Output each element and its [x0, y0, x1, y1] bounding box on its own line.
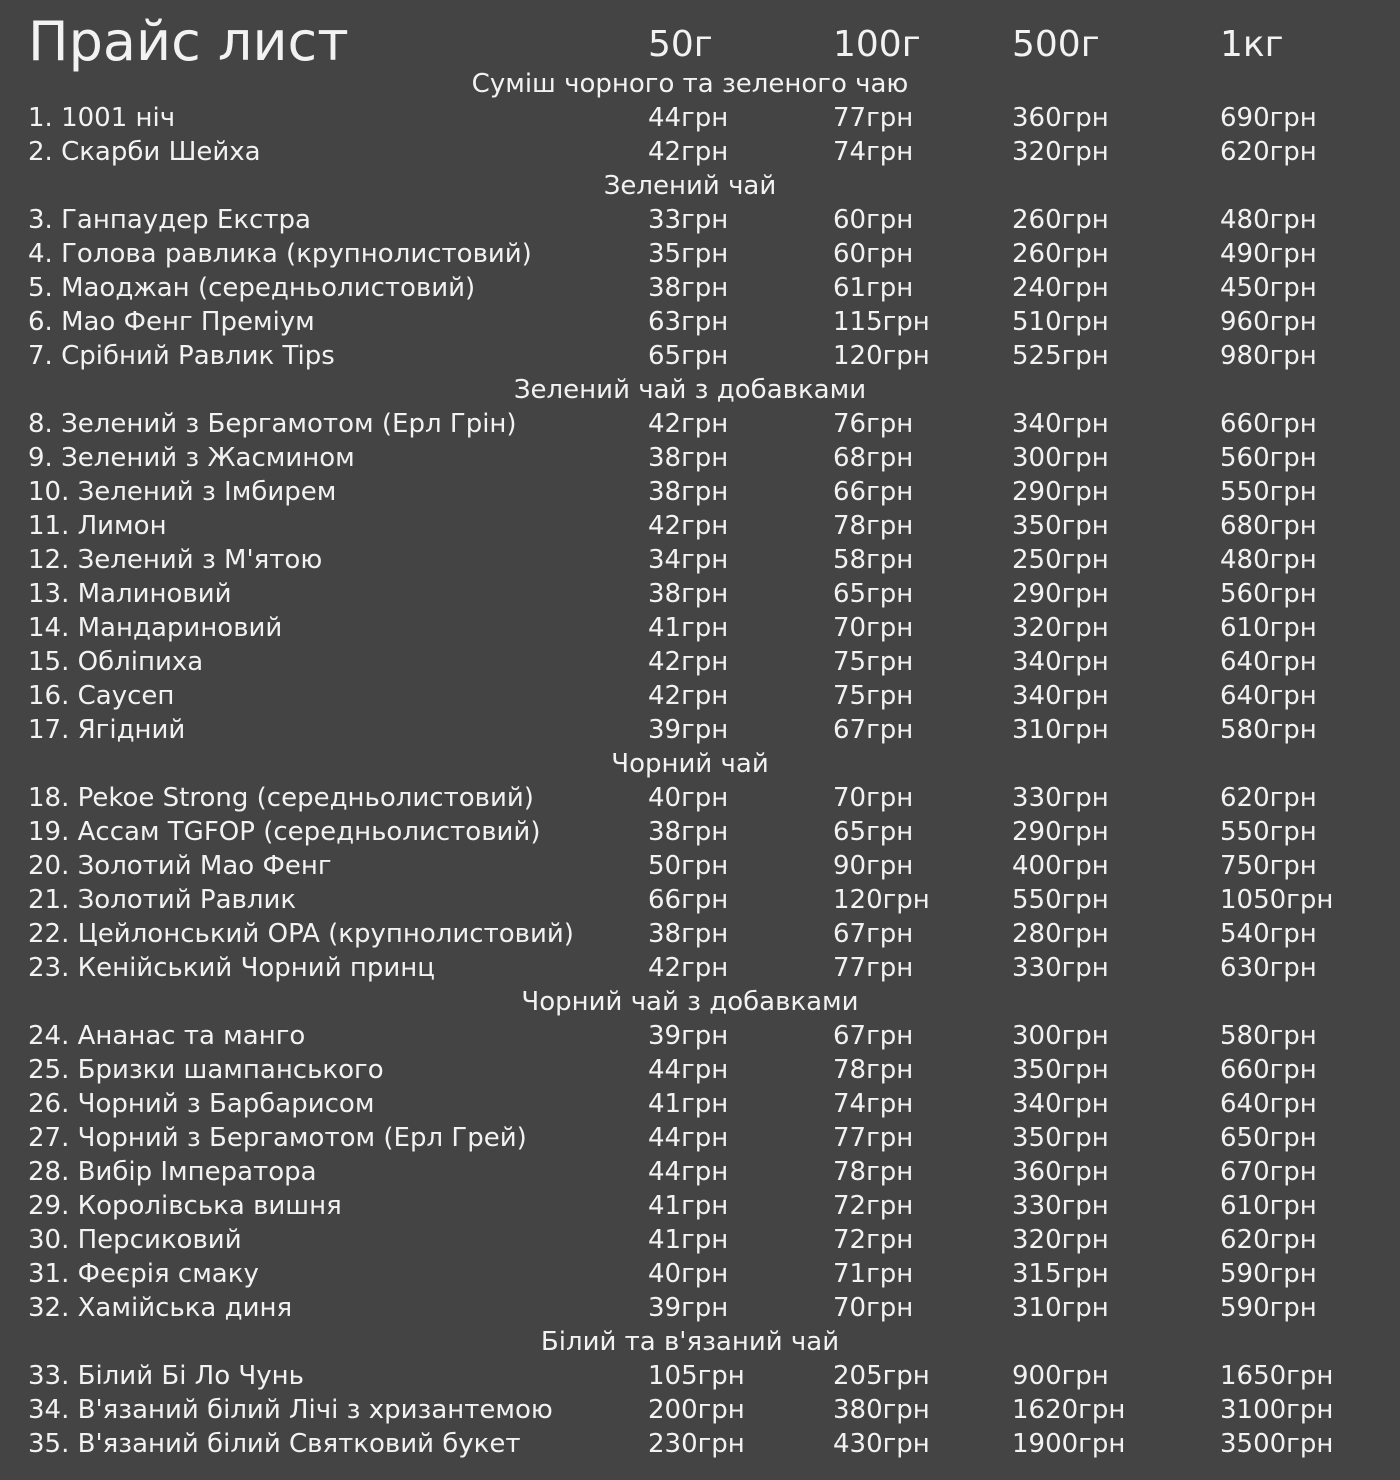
- price-1kg: 540грн: [1220, 919, 1317, 949]
- tea-name: 14. Мандариновий: [28, 613, 283, 643]
- price-50g: 39грн: [648, 1293, 729, 1323]
- price-50g: 38грн: [648, 817, 729, 847]
- price-row: [0, 1121, 1400, 1155]
- price-100g: 67грн: [833, 715, 914, 745]
- tea-name: 30. Персиковий: [28, 1225, 242, 1255]
- price-1kg: 590грн: [1220, 1293, 1317, 1323]
- price-50g: 41грн: [648, 1191, 729, 1221]
- tea-name: 32. Хамійська диня: [28, 1293, 293, 1323]
- price-100g: 60грн: [833, 239, 914, 269]
- price-1kg: 670грн: [1220, 1157, 1317, 1187]
- tea-name: 24. Ананас та манго: [28, 1021, 306, 1051]
- tea-name: 17. Ягідний: [28, 715, 186, 745]
- price-row: [0, 101, 1400, 135]
- price-row: [0, 135, 1400, 169]
- price-1kg: 450грн: [1220, 273, 1317, 303]
- price-500g: 320грн: [1012, 1225, 1109, 1255]
- tea-name: 13. Малиновий: [28, 579, 232, 609]
- price-row: [0, 815, 1400, 849]
- price-row: [0, 1257, 1400, 1291]
- price-500g: 315грн: [1012, 1259, 1109, 1289]
- price-row: [0, 543, 1400, 577]
- price-100g: 75грн: [833, 681, 914, 711]
- tea-name: 2. Скарби Шейха: [28, 137, 261, 167]
- price-100g: 74грн: [833, 137, 914, 167]
- tea-name: 8. Зелений з Бергамотом (Ерл Грін): [28, 409, 517, 439]
- price-row: [0, 1291, 1400, 1325]
- price-500g: 280грн: [1012, 919, 1109, 949]
- price-100g: 75грн: [833, 647, 914, 677]
- price-row: [0, 1019, 1400, 1053]
- price-50g: 39грн: [648, 1021, 729, 1051]
- tea-name: 4. Голова равлика (крупнолистовий): [28, 239, 532, 269]
- price-500g: 1900грн: [1012, 1429, 1126, 1459]
- price-1kg: 630грн: [1220, 953, 1317, 983]
- price-50g: 42грн: [648, 511, 729, 541]
- price-50g: 42грн: [648, 681, 729, 711]
- price-row: [0, 1359, 1400, 1393]
- price-row: [0, 475, 1400, 509]
- price-100g: 72грн: [833, 1225, 914, 1255]
- price-row: [0, 781, 1400, 815]
- price-50g: 40грн: [648, 783, 729, 813]
- tea-name: 12. Зелений з М'ятою: [28, 545, 323, 575]
- price-row: [0, 1155, 1400, 1189]
- price-100g: 68грн: [833, 443, 914, 473]
- price-row: [0, 203, 1400, 237]
- price-row: [0, 1053, 1400, 1087]
- price-1kg: 640грн: [1220, 647, 1317, 677]
- price-500g: 250грн: [1012, 545, 1109, 575]
- price-500g: 550грн: [1012, 885, 1109, 915]
- price-500g: 350грн: [1012, 1123, 1109, 1153]
- price-500g: 340грн: [1012, 1089, 1109, 1119]
- price-500g: 350грн: [1012, 511, 1109, 541]
- page-title: Прайс лист: [28, 10, 349, 73]
- tea-name: 1. 1001 ніч: [28, 103, 176, 133]
- price-row: [0, 1427, 1400, 1461]
- price-1kg: 640грн: [1220, 1089, 1317, 1119]
- price-1kg: 490грн: [1220, 239, 1317, 269]
- price-1kg: 560грн: [1220, 443, 1317, 473]
- price-100g: 77грн: [833, 953, 914, 983]
- price-100g: 120грн: [833, 341, 930, 371]
- price-100g: 430грн: [833, 1429, 930, 1459]
- price-50g: 38грн: [648, 579, 729, 609]
- price-100g: 72грн: [833, 1191, 914, 1221]
- price-1kg: 1050грн: [1220, 885, 1334, 915]
- tea-name: 10. Зелений з Імбирем: [28, 477, 337, 507]
- price-1kg: 610грн: [1220, 613, 1317, 643]
- price-row: [0, 645, 1400, 679]
- price-500g: 900грн: [1012, 1361, 1109, 1391]
- tea-name: 7. Срібний Равлик Tips: [28, 341, 335, 371]
- price-50g: 41грн: [648, 1089, 729, 1119]
- price-row: [0, 509, 1400, 543]
- price-500g: 290грн: [1012, 477, 1109, 507]
- price-1kg: 650грн: [1220, 1123, 1317, 1153]
- price-row: [0, 951, 1400, 985]
- column-header-500g: 500г: [1012, 24, 1100, 65]
- tea-name: 34. В'язаний білий Лічі з хризантемою: [28, 1395, 553, 1425]
- tea-name: 26. Чорний з Барбарисом: [28, 1089, 375, 1119]
- price-500g: 340грн: [1012, 409, 1109, 439]
- tea-name: 28. Вибір Імператора: [28, 1157, 317, 1187]
- tea-name: 25. Бризки шампанського: [28, 1055, 384, 1085]
- section-title: Суміш чорного та зеленого чаю: [471, 69, 909, 99]
- price-50g: 230грн: [648, 1429, 745, 1459]
- price-50g: 38грн: [648, 443, 729, 473]
- price-100g: 115грн: [833, 307, 930, 337]
- tea-name: 35. В'язаний білий Святковий букет: [28, 1429, 521, 1459]
- price-100g: 58грн: [833, 545, 914, 575]
- price-1kg: 580грн: [1220, 1021, 1317, 1051]
- tea-name: 33. Білий Бі Ло Чунь: [28, 1361, 304, 1391]
- price-500g: 340грн: [1012, 647, 1109, 677]
- section-title: Зелений чай: [603, 171, 777, 201]
- price-500g: 330грн: [1012, 783, 1109, 813]
- price-1kg: 3500грн: [1220, 1429, 1334, 1459]
- price-50g: 44грн: [648, 103, 729, 133]
- price-row: [0, 917, 1400, 951]
- price-1kg: 480грн: [1220, 545, 1317, 575]
- price-100g: 76грн: [833, 409, 914, 439]
- tea-name: 15. Обліпиха: [28, 647, 204, 677]
- column-header-50g: 50г: [648, 24, 713, 65]
- price-500g: 350грн: [1012, 1055, 1109, 1085]
- section-title: Білий та в'язаний чай: [540, 1327, 840, 1357]
- price-row: [0, 339, 1400, 373]
- tea-name: 5. Маоджан (середньолистовий): [28, 273, 476, 303]
- price-1kg: 550грн: [1220, 817, 1317, 847]
- price-50g: 41грн: [648, 1225, 729, 1255]
- price-100g: 66грн: [833, 477, 914, 507]
- price-1kg: 590грн: [1220, 1259, 1317, 1289]
- price-1kg: 640грн: [1220, 681, 1317, 711]
- price-1kg: 480грн: [1220, 205, 1317, 235]
- price-50g: 105грн: [648, 1361, 745, 1391]
- price-500g: 360грн: [1012, 103, 1109, 133]
- price-1kg: 3100грн: [1220, 1395, 1334, 1425]
- price-row: [0, 305, 1400, 339]
- tea-name: 27. Чорний з Бергамотом (Ерл Грей): [28, 1123, 527, 1153]
- price-500g: 330грн: [1012, 953, 1109, 983]
- price-100g: 70грн: [833, 1293, 914, 1323]
- price-100g: 70грн: [833, 613, 914, 643]
- price-50g: 44грн: [648, 1123, 729, 1153]
- price-1kg: 550грн: [1220, 477, 1317, 507]
- section-title: Чорний чай: [611, 749, 769, 779]
- price-1kg: 680грн: [1220, 511, 1317, 541]
- tea-name: 18. Pekoe Strong (середньолистовий): [28, 783, 534, 813]
- price-100g: 65грн: [833, 579, 914, 609]
- price-1kg: 690грн: [1220, 103, 1317, 133]
- tea-name: 29. Королівська вишня: [28, 1191, 342, 1221]
- price-list: [0, 67, 1400, 1461]
- price-500g: 320грн: [1012, 137, 1109, 167]
- price-100g: 70грн: [833, 783, 914, 813]
- price-row: [0, 271, 1400, 305]
- tea-name: 22. Цейлонський OPA (крупнолистовий): [28, 919, 574, 949]
- price-row: [0, 441, 1400, 475]
- price-100g: 120грн: [833, 885, 930, 915]
- price-100g: 60грн: [833, 205, 914, 235]
- price-100g: 77грн: [833, 1123, 914, 1153]
- price-row: [0, 1189, 1400, 1223]
- price-100g: 67грн: [833, 1021, 914, 1051]
- price-50g: 38грн: [648, 273, 729, 303]
- price-1kg: 580грн: [1220, 715, 1317, 745]
- price-50g: 38грн: [648, 477, 729, 507]
- price-100g: 78грн: [833, 511, 914, 541]
- price-1kg: 1650грн: [1220, 1361, 1334, 1391]
- column-header-1kg: 1кг: [1220, 24, 1284, 65]
- price-500g: 320грн: [1012, 613, 1109, 643]
- price-row: [0, 237, 1400, 271]
- price-50g: 38грн: [648, 919, 729, 949]
- price-100g: 77грн: [833, 103, 914, 133]
- price-500g: 525грн: [1012, 341, 1109, 371]
- price-500g: 510грн: [1012, 307, 1109, 337]
- price-100g: 61грн: [833, 273, 914, 303]
- price-1kg: 960грн: [1220, 307, 1317, 337]
- price-row: [0, 849, 1400, 883]
- price-500g: 1620грн: [1012, 1395, 1126, 1425]
- price-row: [0, 713, 1400, 747]
- price-50g: 44грн: [648, 1055, 729, 1085]
- price-500g: 300грн: [1012, 1021, 1109, 1051]
- price-1kg: 620грн: [1220, 137, 1317, 167]
- price-50g: 34грн: [648, 545, 729, 575]
- price-100g: 78грн: [833, 1055, 914, 1085]
- price-50g: 200грн: [648, 1395, 745, 1425]
- tea-name: 3. Ганпаудер Екстра: [28, 205, 311, 235]
- price-500g: 260грн: [1012, 239, 1109, 269]
- price-500g: 240грн: [1012, 273, 1109, 303]
- price-100g: 380грн: [833, 1395, 930, 1425]
- price-500g: 290грн: [1012, 579, 1109, 609]
- price-row: [0, 1393, 1400, 1427]
- price-500g: 310грн: [1012, 1293, 1109, 1323]
- tea-name: 19. Ассам TGFOP (середньолистовий): [28, 817, 541, 847]
- price-row: [0, 1223, 1400, 1257]
- section-title: Зелений чай з добавками: [513, 375, 867, 405]
- price-500g: 330грн: [1012, 1191, 1109, 1221]
- price-row: [0, 679, 1400, 713]
- price-500g: 340грн: [1012, 681, 1109, 711]
- price-1kg: 620грн: [1220, 1225, 1317, 1255]
- price-500g: 310грн: [1012, 715, 1109, 745]
- price-50g: 42грн: [648, 409, 729, 439]
- price-100g: 65грн: [833, 817, 914, 847]
- price-50g: 63грн: [648, 307, 729, 337]
- price-100g: 205грн: [833, 1361, 930, 1391]
- price-1kg: 560грн: [1220, 579, 1317, 609]
- price-50g: 50грн: [648, 851, 729, 881]
- tea-name: 31. Феєрія смаку: [28, 1259, 259, 1289]
- price-100g: 71грн: [833, 1259, 914, 1289]
- price-1kg: 750грн: [1220, 851, 1317, 881]
- price-row: [0, 883, 1400, 917]
- section-title: Чорний чай з добавками: [521, 987, 859, 1017]
- price-50g: 44грн: [648, 1157, 729, 1187]
- price-50g: 40грн: [648, 1259, 729, 1289]
- tea-name: 9. Зелений з Жасмином: [28, 443, 355, 473]
- price-1kg: 660грн: [1220, 409, 1317, 439]
- price-500g: 400грн: [1012, 851, 1109, 881]
- price-100g: 78грн: [833, 1157, 914, 1187]
- price-row: [0, 1087, 1400, 1121]
- price-50g: 41грн: [648, 613, 729, 643]
- tea-name: 21. Золотий Равлик: [28, 885, 297, 915]
- tea-name: 6. Мао Фенг Преміум: [28, 307, 315, 337]
- tea-name: 20. Золотий Мао Фенг: [28, 851, 332, 881]
- price-50g: 65грн: [648, 341, 729, 371]
- column-header-100g: 100г: [833, 24, 921, 65]
- price-50g: 35грн: [648, 239, 729, 269]
- price-500g: 260грн: [1012, 205, 1109, 235]
- price-500g: 290грн: [1012, 817, 1109, 847]
- price-1kg: 610грн: [1220, 1191, 1317, 1221]
- price-50g: 42грн: [648, 953, 729, 983]
- price-100g: 74грн: [833, 1089, 914, 1119]
- price-1kg: 980грн: [1220, 341, 1317, 371]
- price-row: [0, 577, 1400, 611]
- price-50g: 33грн: [648, 205, 729, 235]
- price-50g: 42грн: [648, 137, 729, 167]
- price-1kg: 620грн: [1220, 783, 1317, 813]
- price-500g: 300грн: [1012, 443, 1109, 473]
- price-100g: 90грн: [833, 851, 914, 881]
- price-1kg: 660грн: [1220, 1055, 1317, 1085]
- tea-name: 16. Саусеп: [28, 681, 175, 711]
- price-50g: 66грн: [648, 885, 729, 915]
- tea-name: 11. Лимон: [28, 511, 167, 541]
- price-100g: 67грн: [833, 919, 914, 949]
- price-500g: 360грн: [1012, 1157, 1109, 1187]
- price-50g: 42грн: [648, 647, 729, 677]
- tea-name: 23. Кенійський Чорний принц: [28, 953, 435, 983]
- price-row: [0, 407, 1400, 441]
- price-50g: 39грн: [648, 715, 729, 745]
- price-row: [0, 611, 1400, 645]
